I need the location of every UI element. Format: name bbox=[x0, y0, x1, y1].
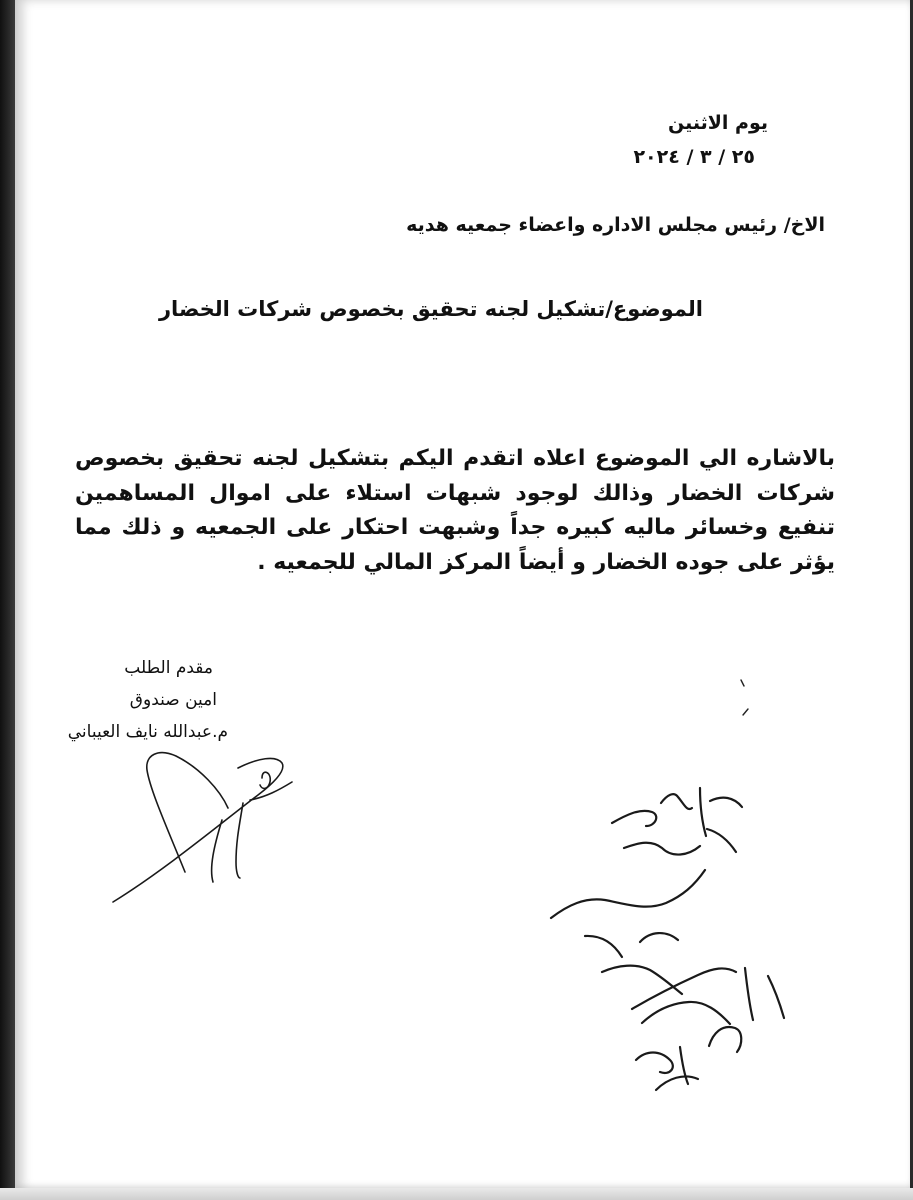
letter-recipient: الاخ/ رئيس مجلس الاداره واعضاء جمعيه هديه bbox=[406, 214, 825, 236]
letter-subject: الموضوع/تشكيل لجنه تحقيق بخصوص شركات الخضار bbox=[158, 297, 703, 321]
document-page bbox=[15, 0, 910, 1190]
sender-role: مقدم الطلب bbox=[124, 658, 213, 678]
scan-bottom-edge bbox=[0, 1188, 913, 1200]
sender-position: امين صندوق bbox=[129, 690, 217, 710]
sender-name: م.عبدالله نايف العيباني bbox=[67, 722, 228, 742]
letter-date: ٢٥ / ٣ / ٢٠٢٤ bbox=[633, 146, 755, 168]
letter-body: بالاشاره الي الموضوع اعلاه اتقدم اليكم بتشكيل لجنه تحقيق بخصوص شركات الخضار وذالك لوجود شبهات استلاء على اموال المساهمين تنفيع وخسائر ماليه كبيره جداً وشبهت احتكار على الجمعيه و ذلك مما يؤثر على جوده الخضار و أيضاً المركز المالي للجمعيه . bbox=[75, 446, 835, 575]
letter-day: يوم الاثنين bbox=[668, 112, 768, 134]
scan-left-edge bbox=[0, 0, 15, 1200]
